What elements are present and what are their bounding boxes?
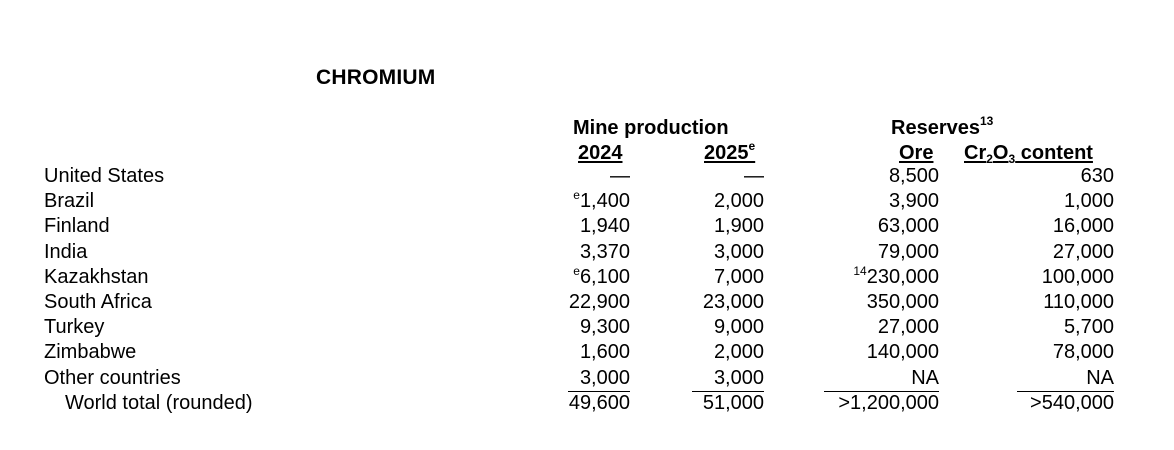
production-2025: 2,000 xyxy=(713,190,764,213)
production-2024: 1,600 xyxy=(579,341,630,364)
production-2025: 23,000 xyxy=(702,290,764,313)
total-label: World total (rounded) xyxy=(65,391,253,414)
production-2024: 9,300 xyxy=(579,316,630,339)
page-title: CHROMIUM xyxy=(316,66,436,89)
reserves-ore: 350,000 xyxy=(866,290,939,313)
production-2025: 7,000 xyxy=(713,265,764,288)
production-2024: — xyxy=(610,165,630,187)
production-2025: 3,000 xyxy=(713,240,764,263)
reserves-cr2o3: 100,000 xyxy=(1041,265,1114,288)
production-2025: 3,000 xyxy=(692,366,764,392)
total-production-2025: 51,000 xyxy=(702,391,764,414)
col-cr2o3-header: $Cr_2O_3$ content xyxy=(964,142,1093,166)
reserves-ore: 27,000 xyxy=(877,316,939,339)
reserves-cr2o3: 78,000 xyxy=(1052,341,1114,364)
total-reserves-ore: >1,200,000 xyxy=(838,391,939,414)
total-production-2024: 49,600 xyxy=(568,391,630,414)
reserves-cr2o3: 1,000 xyxy=(1063,190,1114,213)
country-name: Turkey xyxy=(44,316,105,339)
reserves-ore: NA xyxy=(824,366,939,392)
footnote-13: 13 xyxy=(979,114,994,128)
reserves-ore: 79,000 xyxy=(877,240,939,263)
reserves-cr2o3: NA xyxy=(1017,366,1114,392)
reserves-ore: 8,500 xyxy=(888,165,939,187)
reserves-cr2o3: 5,700 xyxy=(1063,316,1114,339)
production-2024: 3,000 xyxy=(568,366,630,392)
production-2024: $^e$1,400 xyxy=(573,188,630,213)
production-2025: 2,000 xyxy=(713,341,764,364)
reserves-cr2o3: 16,000 xyxy=(1052,215,1114,238)
reserves-cr2o3: 27,000 xyxy=(1052,240,1114,263)
reserves-ore: 63,000 xyxy=(877,215,939,238)
production-2024: 22,900 xyxy=(568,290,630,313)
reserves-ore: 140,000 xyxy=(866,341,939,364)
country-name: Kazakhstan xyxy=(44,265,149,288)
production-2024: 3,370 xyxy=(579,240,630,263)
reserves-cr2o3: 630 xyxy=(1080,165,1114,187)
reserves-cr2o3: 110,000 xyxy=(1043,290,1114,313)
production-2025: — xyxy=(744,165,764,187)
production-2025: 1,900 xyxy=(713,215,764,238)
col-2024-header: 2024 xyxy=(578,142,623,164)
reserves-ore: $^{14}$230,000 xyxy=(853,263,939,288)
country-name: India xyxy=(44,240,88,263)
production-2024: 1,940 xyxy=(579,215,630,238)
country-name: South Africa xyxy=(44,290,152,313)
reserves-ore: 3,900 xyxy=(888,190,939,213)
production-2024: $^e$6,100 xyxy=(573,263,630,288)
col-2025-header: 2025e xyxy=(704,139,756,164)
reserves-header: Reserves$^{13}$ xyxy=(891,114,994,139)
country-name: Other countries xyxy=(44,366,181,389)
country-name: Zimbabwe xyxy=(44,341,137,364)
production-2025: 9,000 xyxy=(713,316,764,339)
country-name: Finland xyxy=(44,215,110,238)
col-ore-header: Ore xyxy=(899,142,934,164)
country-name: Brazil xyxy=(44,190,95,213)
country-name: United States xyxy=(44,165,165,187)
footnote-14: 14 xyxy=(853,263,867,278)
mine-production-header: Mine production xyxy=(573,117,729,139)
total-reserves-cr2o3: >540,000 xyxy=(1030,391,1114,414)
